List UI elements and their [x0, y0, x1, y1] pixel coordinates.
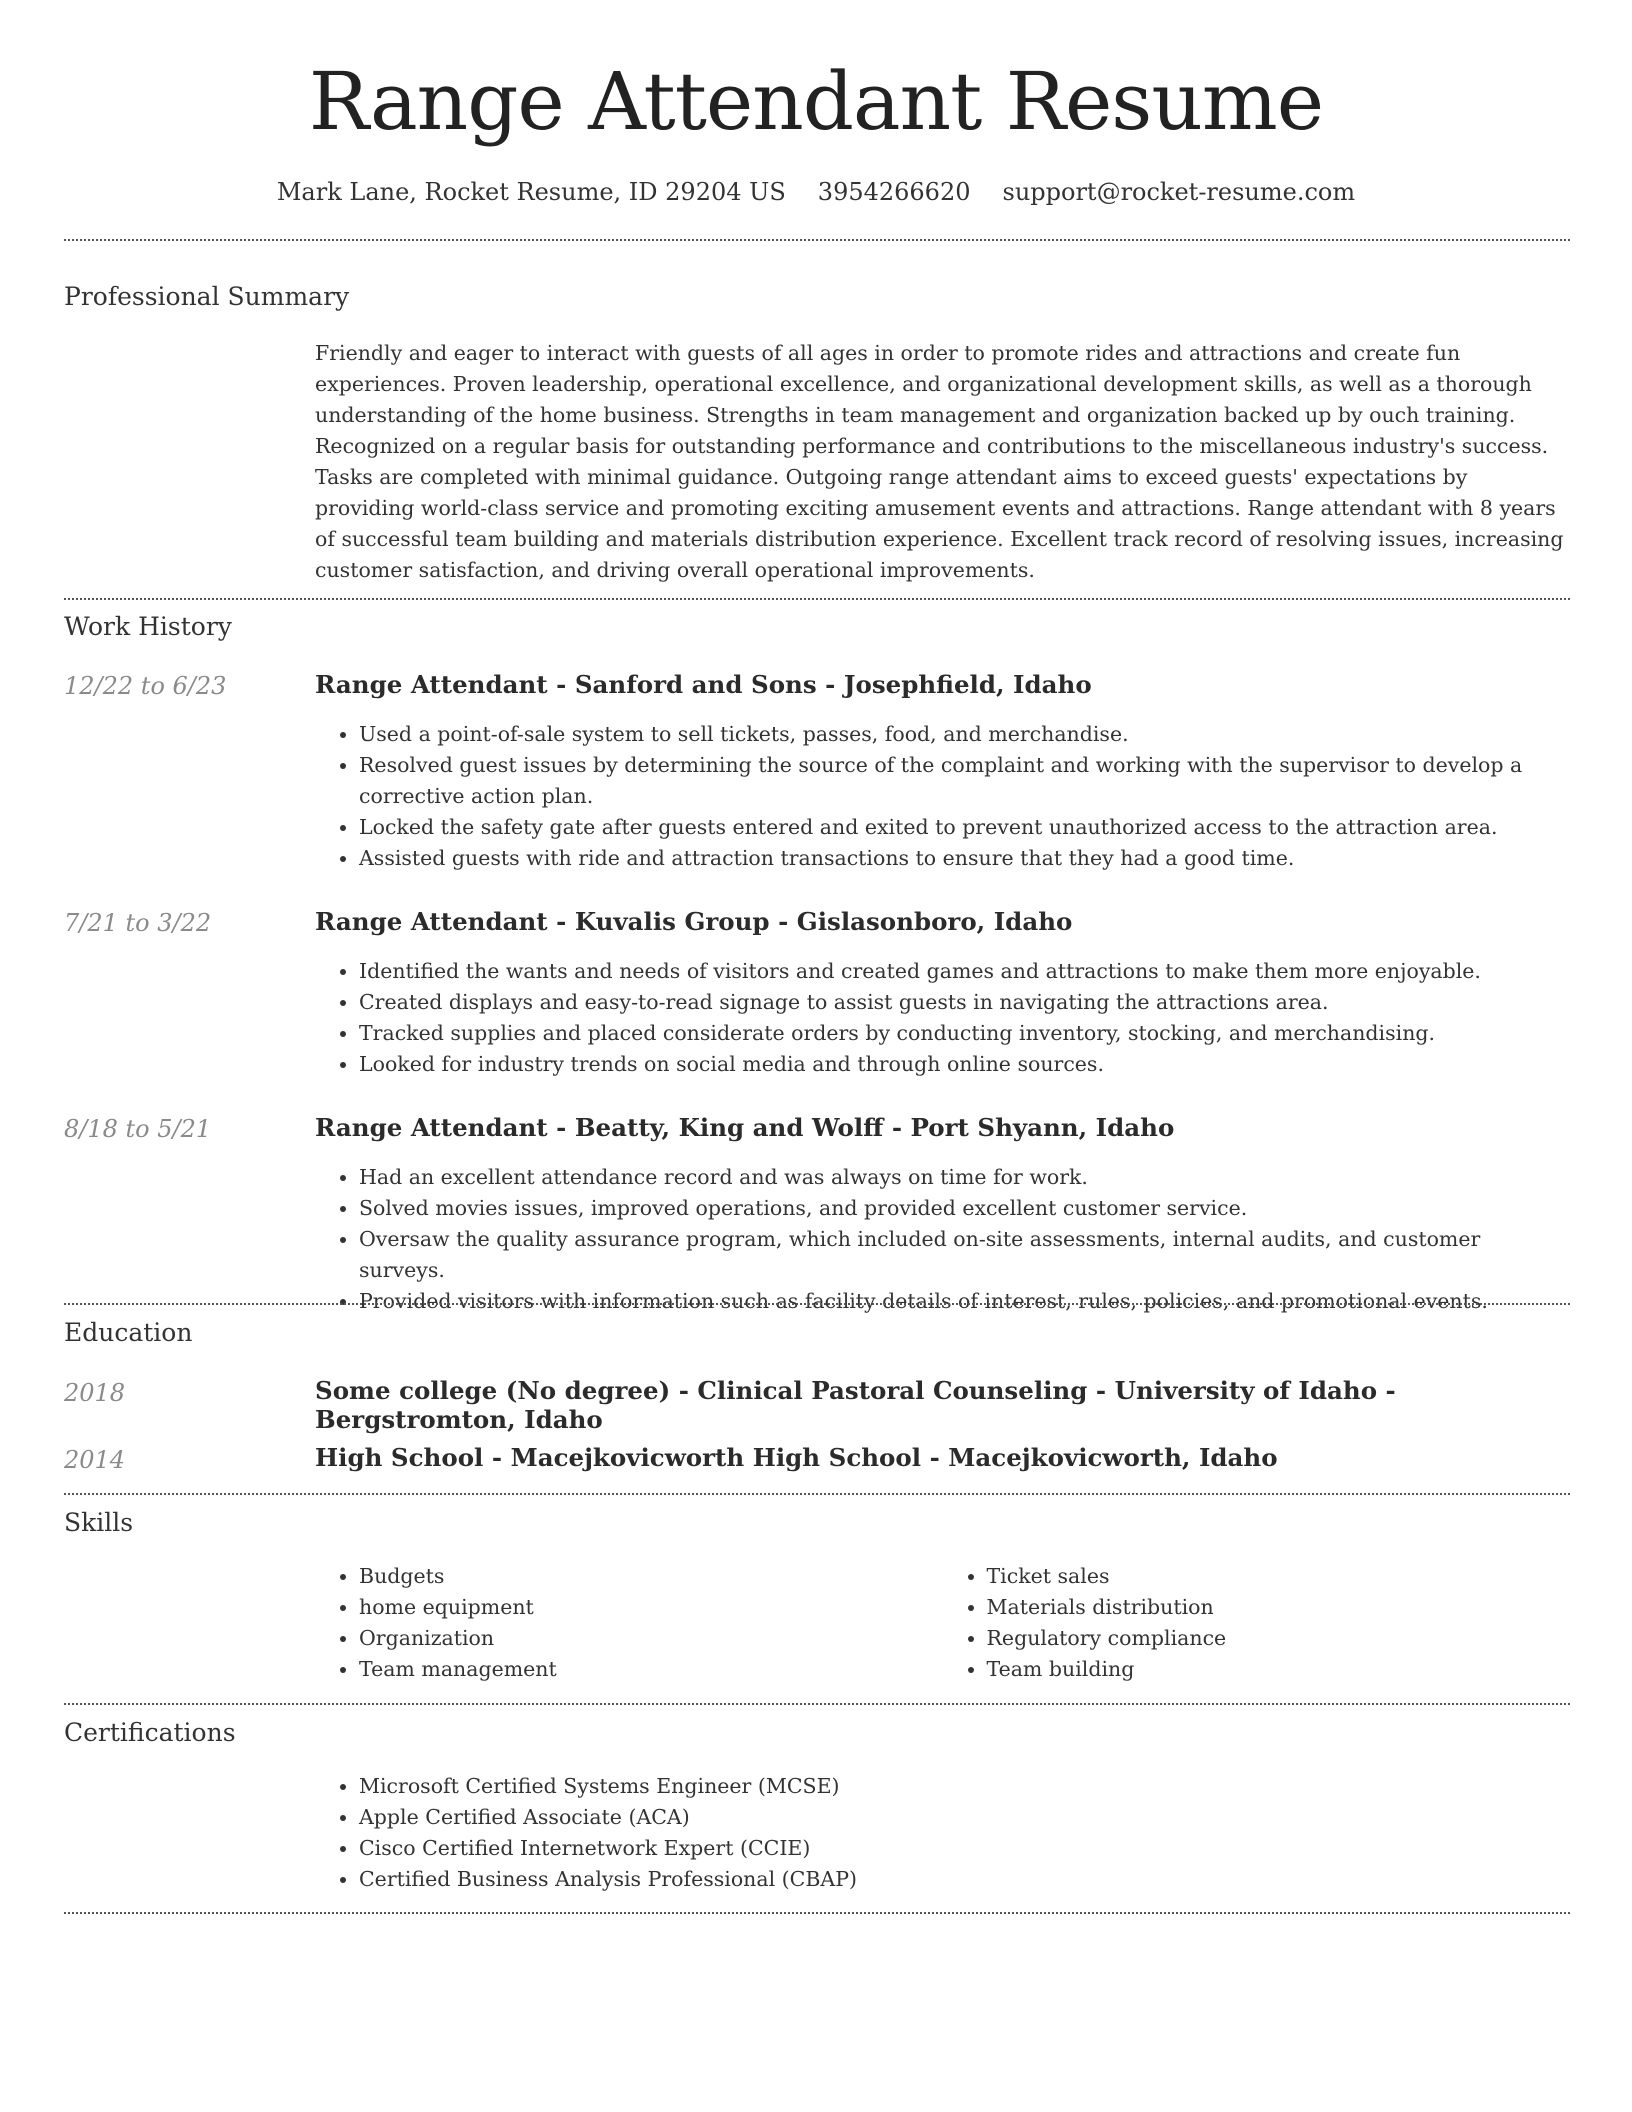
list-item: • Ticket sales: [987, 1561, 1571, 1592]
list-item: • Apple Certified Associate (ACA): [359, 1802, 1570, 1833]
list-item: • Microsoft Certified Systems Engineer (MCSE): [359, 1771, 1570, 1802]
education-title: Some college (No degree) - Clinical Pastoral Counseling - University of Idaho - Bergstromton, Idaho: [315, 1376, 1396, 1434]
list-item: • Materials distribution: [987, 1592, 1571, 1623]
job-bullets: [315, 719, 1570, 874]
list-item: • Identified the wants and needs of visitors and created games and attractions to make them more enjoyable.: [359, 956, 1570, 987]
contact-address: Mark Lane, Rocket Resume, ID 29204 US: [276, 178, 786, 206]
job-title: Range Attendant - Beatty, King and Wolff - Port Shyann, Idaho: [315, 1113, 1175, 1142]
job-dates: 7/21 to 3/22: [64, 909, 212, 937]
list-item: • Created displays and easy-to-read signage to assist guests in navigating the attractions area.: [359, 987, 1570, 1018]
list-item: • Budgets: [359, 1561, 943, 1592]
job-title: Range Attendant - Kuvalis Group - Gislasonboro, Idaho: [315, 907, 1073, 936]
section-divider: [64, 239, 1570, 241]
list-item: • Team management: [359, 1654, 943, 1685]
section-divider: [64, 1303, 1570, 1305]
job-bullets: [315, 1162, 1570, 1317]
list-item: • Cisco Certified Internetwork Expert (CCIE): [359, 1833, 1570, 1864]
job-entry: [315, 1113, 1570, 1317]
work-history-heading: Work History: [64, 612, 232, 641]
resume-header: [0, 0, 1632, 206]
section-divider: [64, 1703, 1570, 1705]
list-item: • Assisted guests with ride and attraction transactions to ensure that they had a good time.: [359, 843, 1570, 874]
contact-line: [0, 178, 1632, 206]
page-title: Range Attendant Resume: [308, 55, 1324, 148]
education-heading: Education: [64, 1318, 193, 1347]
section-divider: [64, 1493, 1570, 1495]
education-year: 2014: [64, 1446, 126, 1474]
education-entry: [315, 1376, 1570, 1434]
summary-heading: Professional Summary: [64, 282, 350, 311]
skills-list-left: [315, 1561, 943, 1685]
list-item: • Solved movies issues, improved operations, and provided excellent customer service.: [359, 1193, 1570, 1224]
section-divider: [64, 1912, 1570, 1914]
certifications-list: [315, 1771, 1570, 1895]
summary-section: [315, 338, 1570, 586]
skills-list-right: [943, 1561, 1571, 1685]
skills-heading: Skills: [64, 1508, 134, 1537]
skills-grid: [315, 1561, 1570, 1685]
list-item: • Resolved guest issues by determining the source of the complaint and working with the supervisor to develop a corrective action plan.: [359, 750, 1570, 812]
list-item: • Looked for industry trends on social media and through online sources.: [359, 1049, 1570, 1080]
list-item: • Provided visitors with information such as facility details of interest, rules, policies, and promotional events.: [359, 1286, 1570, 1317]
skills-section: [315, 1561, 1570, 1685]
list-item: • Locked the safety gate after guests entered and exited to prevent unauthorized access to the attraction area.: [359, 812, 1570, 843]
contact-phone: 3954266620: [817, 178, 971, 206]
list-item: • Used a point-of-sale system to sell tickets, passes, food, and merchandise.: [359, 719, 1570, 750]
job-entry: [315, 907, 1570, 1080]
job-bullets: [315, 956, 1570, 1080]
job-title: Range Attendant - Sanford and Sons - Josephfield, Idaho: [315, 670, 1092, 699]
list-item: • home equipment: [359, 1592, 943, 1623]
list-item: • Organization: [359, 1623, 943, 1654]
certifications-heading: Certifications: [64, 1718, 236, 1747]
list-item: • Certified Business Analysis Professional (CBAP): [359, 1864, 1570, 1895]
list-item: • Team building: [987, 1654, 1571, 1685]
education-title: High School - Macejkovicworth High School - Macejkovicworth, Idaho: [315, 1443, 1278, 1472]
summary-text: Friendly and eager to interact with guests of all ages in order to promote rides and attractions and create fun experiences. Proven leadership, operational excellence, and organizational development skills, as well as a thorough understanding of the home business. Strengths in team management and organization backed up by ouch training. Recognized on a regular basis for outstanding performance and contributions to the miscellaneous industry's success. Tasks are completed with minimal guidance. Outgoing range attendant aims to exceed guests' expectations by providing world-class service and promoting exciting amusement events and attractions. Range attendant with 8 years of successful team building and materials distribution experience. Excellent track record of resolving issues, increasing customer satisfaction, and driving overall operational improvements.: [315, 341, 1564, 582]
list-item: • Had an excellent attendance record and was always on time for work.: [359, 1162, 1570, 1193]
list-item: • Tracked supplies and placed considerate orders by conducting inventory, stocking, and merchandising.: [359, 1018, 1570, 1049]
contact-email: support@rocket-resume.com: [1002, 178, 1356, 206]
list-item: • Oversaw the quality assurance program, which included on-site assessments, internal audits, and customer surveys.: [359, 1224, 1570, 1286]
section-divider: [64, 598, 1570, 600]
job-dates: 8/18 to 5/21: [64, 1115, 212, 1143]
education-entry: [315, 1443, 1570, 1472]
job-dates: 12/22 to 6/23: [64, 672, 227, 700]
job-entry: [315, 670, 1570, 874]
list-item: • Regulatory compliance: [987, 1623, 1571, 1654]
certifications-section: [315, 1771, 1570, 1895]
education-year: 2018: [64, 1379, 126, 1407]
